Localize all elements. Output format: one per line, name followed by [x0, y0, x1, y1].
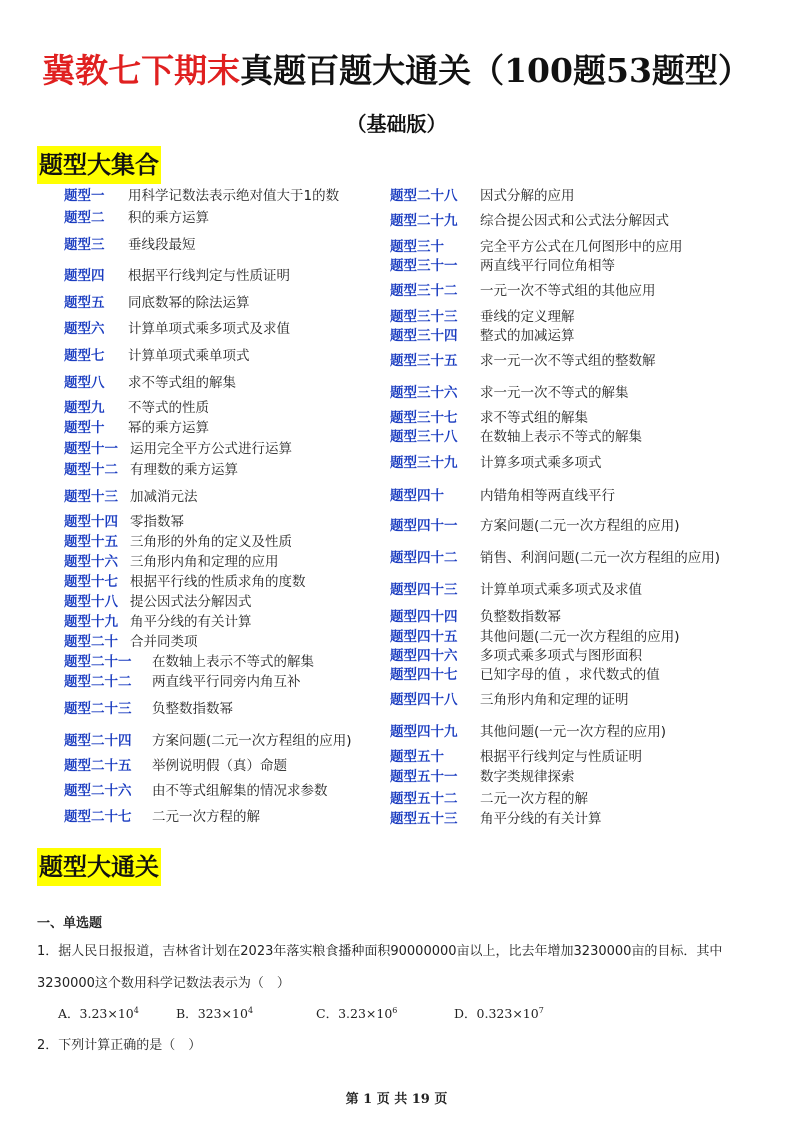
topic-text: 在数轴上表示不等式的解集 [152, 654, 314, 670]
option-c [316, 1004, 397, 1022]
question-1-line-1: 1．据人民日报报道，吉林省计划在2023年落实粮食播种面积90000000亩以上，比去年增加3230000亩的目标．其中 [37, 944, 723, 959]
topic-text: 完全平方公式在几何图形中的应用 [480, 239, 683, 255]
topic-label: 题型三十九 [390, 455, 458, 471]
document-subtitle: （基础版） [346, 112, 447, 136]
topic-item [64, 295, 250, 311]
topic-item [64, 237, 196, 253]
topic-text: 不等式的性质 [128, 400, 209, 416]
topic-item [390, 353, 656, 369]
topic-text: 计算单项式乘多项式及求值 [128, 321, 290, 337]
topic-text: 用科学记数法表示绝对值大于1的数 [128, 188, 340, 204]
topic-text: 三角形的外角的定义及性质 [130, 534, 292, 550]
topic-text: 合并同类项 [130, 634, 198, 650]
topic-item [64, 489, 198, 505]
topic-label: 题型十九 [64, 614, 118, 630]
topic-item [390, 769, 575, 785]
topic-label: 题型二十七 [64, 809, 132, 825]
topic-item [64, 574, 306, 590]
topic-item [64, 809, 260, 825]
topic-text: 负整数指数幂 [480, 609, 561, 625]
topic-item [390, 283, 656, 299]
topic-label: 题型五十二 [390, 791, 458, 807]
topic-item [390, 629, 680, 645]
topic-label: 题型七 [64, 348, 105, 364]
topic-text: 计算单项式乘多项式及求值 [480, 582, 642, 598]
topic-text: 一元一次不等式组的其他应用 [480, 283, 656, 299]
topic-label: 题型二十八 [390, 188, 458, 204]
option-a-exp: 4 [133, 1005, 139, 1015]
topic-item [64, 514, 184, 530]
topic-label: 题型三十 [390, 239, 444, 255]
topic-text: 其他问题(二元一次方程组的应用) [480, 629, 680, 645]
topic-text: 三角形内角和定理的应用 [130, 554, 279, 570]
topic-label: 题型四十六 [390, 648, 458, 664]
topic-item [64, 783, 328, 799]
topic-item [390, 385, 629, 401]
title-red-part: 冀教七下期末 [42, 51, 241, 90]
topic-item [64, 701, 233, 717]
topic-item [390, 582, 642, 598]
topic-label: 题型二十六 [64, 783, 132, 799]
topic-text: 负整数指数幂 [152, 701, 233, 717]
topic-item [390, 328, 575, 344]
topic-item [390, 692, 629, 708]
topic-item [64, 554, 279, 570]
topic-label: 题型十七 [64, 574, 118, 590]
section-heading-collection: 题型大集合 [37, 146, 161, 184]
topic-text: 求不等式组的解集 [128, 375, 236, 391]
option-d-key: D． [454, 1006, 477, 1021]
topic-text: 积的乘方运算 [128, 210, 209, 226]
topic-text: 幂的乘方运算 [128, 420, 209, 436]
topic-text: 同底数幂的除法运算 [128, 295, 250, 311]
option-b [176, 1004, 253, 1022]
topic-label: 题型十四 [64, 514, 118, 530]
topic-label: 题型四十七 [390, 667, 458, 683]
topic-text: 三角形内角和定理的证明 [480, 692, 629, 708]
topic-text: 二元一次方程的解 [152, 809, 260, 825]
topic-item [64, 348, 250, 364]
topic-item [390, 455, 602, 471]
topic-text: 求一元一次不等式的解集 [480, 385, 629, 401]
topic-label: 题型三十七 [390, 410, 458, 426]
topic-item [390, 724, 666, 740]
option-c-exp: 6 [392, 1005, 398, 1015]
topic-text: 运用完全平方公式进行运算 [130, 441, 292, 457]
option-a [58, 1004, 139, 1022]
topic-label: 题型五十一 [390, 769, 458, 785]
option-c-key: C． [316, 1006, 339, 1021]
topic-item [390, 550, 720, 566]
topic-item [64, 420, 209, 436]
topic-text: 计算单项式乘单项式 [128, 348, 250, 364]
topic-item [64, 210, 209, 226]
topic-text: 提公因式法分解因式 [130, 594, 252, 610]
topic-item [64, 441, 292, 457]
topic-item [390, 309, 575, 325]
question-2: 2．下列计算正确的是（ ） [37, 1038, 202, 1053]
topic-text: 因式分解的应用 [480, 188, 575, 204]
topic-item [64, 268, 290, 284]
topic-text: 有理数的乘方运算 [130, 462, 238, 478]
topic-text: 垂线的定义理解 [480, 309, 575, 325]
topic-label: 题型二十 [64, 634, 118, 650]
topic-text: 根据平行线判定与性质证明 [128, 268, 290, 284]
topic-text: 两直线平行同旁内角互补 [152, 674, 301, 690]
topic-label: 题型二十三 [64, 701, 132, 717]
topic-item [64, 375, 236, 391]
topic-label: 题型三 [64, 237, 105, 253]
topic-text: 二元一次方程的解 [480, 791, 588, 807]
topic-item [390, 518, 680, 534]
topic-text: 两直线平行同位角相等 [480, 258, 615, 274]
section-label-single-choice: 一、单选题 [37, 916, 103, 931]
topic-item [390, 791, 588, 807]
topic-label: 题型三十一 [390, 258, 458, 274]
topic-text: 计算多项式乘多项式 [480, 455, 602, 471]
topic-label: 题型五 [64, 295, 105, 311]
topic-label: 题型二十二 [64, 674, 132, 690]
topic-label: 题型十五 [64, 534, 118, 550]
option-b-exp: 4 [247, 1005, 254, 1015]
topic-item [64, 462, 238, 478]
topic-text: 根据平行线判定与性质证明 [480, 749, 642, 765]
topic-text: 整式的加减运算 [480, 328, 575, 344]
topic-label: 题型二十一 [64, 654, 132, 670]
topic-label: 题型五十三 [390, 811, 458, 827]
option-b-key: B． [176, 1006, 198, 1021]
topic-text: 垂线段最短 [128, 237, 196, 253]
topic-label: 题型六 [64, 321, 105, 337]
topic-label: 题型四十五 [390, 629, 458, 645]
topic-item [390, 488, 615, 504]
topic-label: 题型四十三 [390, 582, 458, 598]
topic-label: 题型三十二 [390, 283, 458, 299]
topic-text: 已知字母的值 ，求代数式的值 [480, 667, 660, 683]
document-title [0, 45, 793, 92]
topic-text: 其他问题(一元一次方程的应用) [480, 724, 667, 740]
topic-text: 方案问题(二元一次方程组的应用) [152, 733, 352, 749]
topic-item [64, 400, 209, 416]
topic-label: 题型十三 [64, 489, 118, 505]
topic-text: 多项式乘多项式与图形面积 [480, 648, 642, 664]
topic-item [64, 674, 301, 690]
topic-label: 题型三十四 [390, 328, 458, 344]
topic-text: 角平分线的有关计算 [130, 614, 252, 630]
option-a-key: A． [58, 1006, 80, 1021]
topic-text: 由不等式组解集的情况求参数 [152, 783, 328, 799]
topic-label: 题型四十 [390, 488, 444, 504]
option-d-exp: 7 [538, 1005, 544, 1015]
topic-text: 数字类规律探索 [480, 769, 575, 785]
option-b-base: 323×10 [197, 1006, 248, 1021]
topic-label: 题型四十四 [390, 609, 458, 625]
topic-text: 求不等式组的解集 [480, 410, 588, 426]
topic-item [64, 614, 252, 630]
topic-label: 题型十六 [64, 554, 118, 570]
topic-item [390, 239, 683, 255]
topic-item [64, 534, 292, 550]
topic-label: 题型五十 [390, 749, 444, 765]
topic-label: 题型二十四 [64, 733, 132, 749]
topic-label: 题型四十九 [390, 724, 458, 740]
topic-text: 求一元一次不等式组的整数解 [480, 353, 656, 369]
topic-text: 内错角相等两直线平行 [480, 488, 615, 504]
topic-item [390, 667, 660, 683]
topic-text: 在数轴上表示不等式的解集 [480, 429, 642, 445]
topic-text: 举例说明假（真）命题 [152, 758, 287, 774]
option-d-base: 0.323×10 [476, 1006, 539, 1021]
topic-label: 题型十八 [64, 594, 118, 610]
option-d [454, 1004, 544, 1022]
topic-label: 题型四十八 [390, 692, 458, 708]
topic-item [390, 213, 669, 229]
topic-text: 综合提公因式和公式法分解因式 [480, 213, 669, 229]
topic-text: 加减消元法 [130, 489, 198, 505]
page-footer: 第 1 页 共 19 页 [345, 1092, 448, 1107]
topic-item [64, 594, 252, 610]
topic-label: 题型十一 [64, 441, 118, 457]
topic-label: 题型十 [64, 420, 105, 436]
topic-label: 题型二十五 [64, 758, 132, 774]
topic-item [64, 758, 287, 774]
topic-label: 题型四 [64, 268, 105, 284]
topic-label: 题型九 [64, 400, 105, 416]
topic-item [390, 609, 561, 625]
topic-text: 零指数幂 [130, 514, 184, 530]
topic-item [64, 634, 198, 650]
section-heading-practice: 题型大通关 [37, 848, 161, 886]
topic-item [390, 258, 615, 274]
topic-item [390, 648, 642, 664]
topic-text: 方案问题(二元一次方程组的应用) [480, 518, 680, 534]
option-c-base: 3.23×10 [338, 1006, 393, 1021]
topic-label: 题型三十三 [390, 309, 458, 325]
topic-text: 角平分线的有关计算 [480, 811, 602, 827]
topic-item [64, 188, 339, 204]
topic-text: 根据平行线的性质求角的度数 [130, 574, 306, 590]
title-black-part: 真题百题大通关（100题53题型） [240, 51, 751, 90]
topic-label: 题型三十六 [390, 385, 458, 401]
topic-item [390, 749, 642, 765]
topic-label: 题型二十九 [390, 213, 458, 229]
topic-label: 题型四十二 [390, 550, 458, 566]
topic-text: 销售、利润问题(二元一次方程组的应用) [480, 550, 721, 566]
topic-item [390, 410, 588, 426]
topic-label: 题型二 [64, 210, 105, 226]
topic-label: 题型三十八 [390, 429, 458, 445]
topic-item [390, 429, 642, 445]
topic-item [64, 654, 314, 670]
topic-item [64, 321, 290, 337]
topic-label: 题型一 [64, 188, 105, 204]
topic-item [390, 811, 602, 827]
option-a-base: 3.23×10 [79, 1006, 134, 1021]
topic-label: 题型四十一 [390, 518, 458, 534]
topic-label: 题型八 [64, 375, 105, 391]
question-1-line-2: 3230000这个数用科学记数法表示为（ ） [37, 976, 290, 991]
topic-label: 题型三十五 [390, 353, 458, 369]
topic-label: 题型十二 [64, 462, 118, 478]
topic-item [390, 188, 575, 204]
topic-item [64, 733, 352, 749]
